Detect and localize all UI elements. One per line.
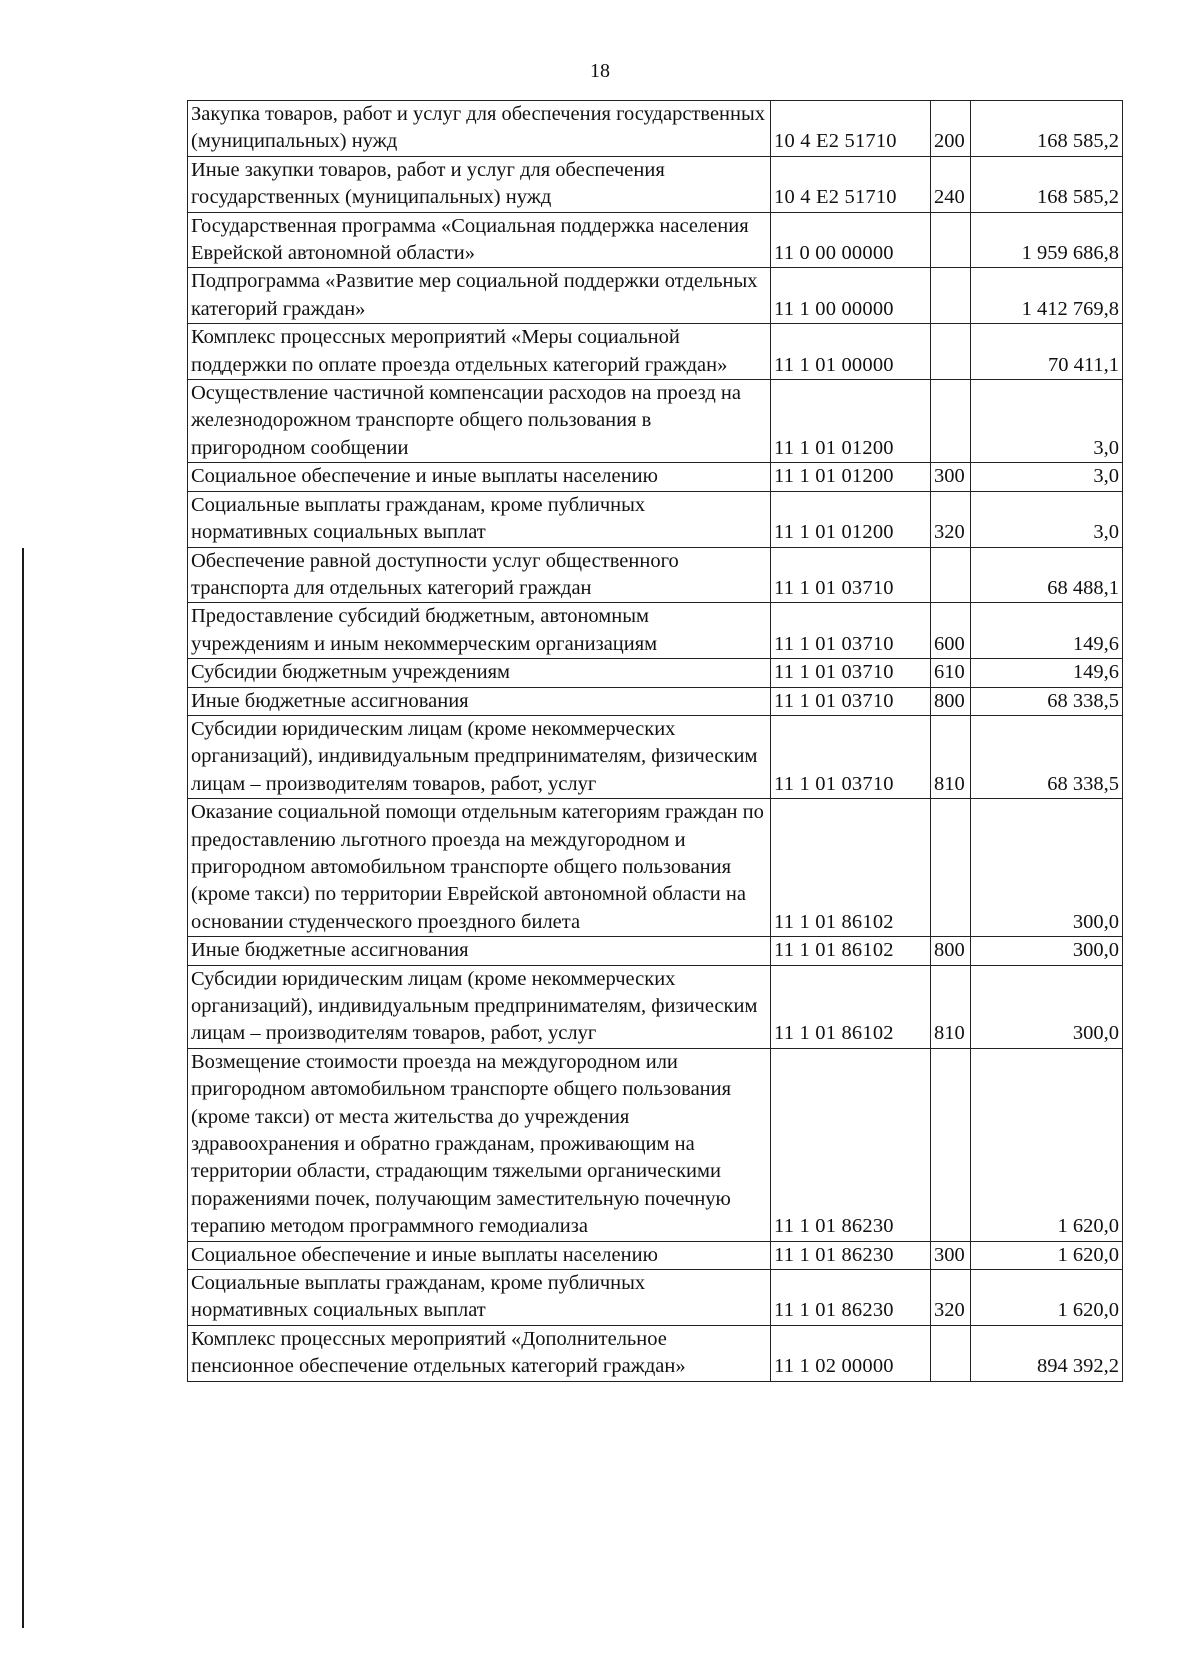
row-expense-type: 800 <box>931 937 971 965</box>
row-expense-type <box>931 799 971 937</box>
row-target-code: 11 1 01 03710 <box>771 659 931 687</box>
row-amount: 1 959 686,8 <box>971 212 1123 268</box>
row-name: Подпрограмма «Развитие мер социальной поддержки отдельных категорий граждан» <box>188 268 771 324</box>
table-row <box>188 715 1123 798</box>
row-amount: 1 412 769,8 <box>971 268 1123 324</box>
table-row <box>188 687 1123 715</box>
row-expense-type <box>931 268 971 324</box>
row-expense-type: 810 <box>931 715 971 798</box>
row-target-code: 11 0 00 00000 <box>771 212 931 268</box>
row-name: Иные бюджетные ассигнования <box>188 687 771 715</box>
row-amount: 68 338,5 <box>971 687 1123 715</box>
row-target-code: 11 1 01 01200 <box>771 463 931 491</box>
row-name: Возмещение стоимости проезда на междугородном или пригородном автомобильном транспорте общего пользования (кроме такси) от места жительства до учреждения здравоохранения и обратно гражданам, проживающим на территории области, страдающим тяжелыми органическими поражениями почек, получающим заместительную почечную терапию методом программного гемодиализа <box>188 1048 771 1241</box>
row-expense-type <box>931 324 971 380</box>
table-row <box>188 547 1123 603</box>
row-target-code: 11 1 01 86230 <box>771 1241 931 1269</box>
margin-rule <box>22 548 24 1628</box>
table-row <box>188 799 1123 937</box>
row-amount: 149,6 <box>971 659 1123 687</box>
row-name: Оказание социальной помощи отдельным категориям граждан по предоставлению льготного проезда на междугородном и пригородном автомобильном транспорте общего пользования (кроме такси) по территории Еврейской автономной области на основании студенческого проездного билета <box>188 799 771 937</box>
row-amount: 149,6 <box>971 603 1123 659</box>
table-row <box>188 463 1123 491</box>
row-expense-type <box>931 1325 971 1381</box>
budget-table <box>187 100 1123 1382</box>
row-target-code: 11 1 01 01200 <box>771 491 931 547</box>
table-row <box>188 268 1123 324</box>
row-amount: 1 620,0 <box>971 1241 1123 1269</box>
row-amount: 300,0 <box>971 965 1123 1048</box>
row-amount: 3,0 <box>971 380 1123 463</box>
row-target-code: 11 1 01 03710 <box>771 603 931 659</box>
table-row <box>188 603 1123 659</box>
row-expense-type: 300 <box>931 1241 971 1269</box>
table-row <box>188 491 1123 547</box>
row-expense-type: 320 <box>931 491 971 547</box>
row-expense-type <box>931 547 971 603</box>
table-row <box>188 659 1123 687</box>
row-expense-type: 800 <box>931 687 971 715</box>
table-row <box>188 965 1123 1048</box>
row-target-code: 11 1 02 00000 <box>771 1325 931 1381</box>
row-target-code: 11 1 01 00000 <box>771 324 931 380</box>
row-amount: 3,0 <box>971 491 1123 547</box>
table-row <box>188 380 1123 463</box>
row-target-code: 11 1 01 03710 <box>771 715 931 798</box>
table-row <box>188 1325 1123 1381</box>
row-target-code: 11 1 01 03710 <box>771 687 931 715</box>
row-target-code: 10 4 E2 51710 <box>771 101 931 157</box>
row-expense-type <box>931 380 971 463</box>
table-row <box>188 101 1123 157</box>
row-expense-type <box>931 1048 971 1241</box>
row-target-code: 11 1 01 86230 <box>771 1270 931 1326</box>
budget-table-body <box>188 101 1123 1382</box>
row-target-code: 11 1 01 86230 <box>771 1048 931 1241</box>
row-amount: 168 585,2 <box>971 156 1123 212</box>
row-name: Комплекс процессных мероприятий «Дополнительное пенсионное обеспечение отдельных категорий граждан» <box>188 1325 771 1381</box>
row-name: Осуществление частичной компенсации расходов на проезд на железнодорожном транспорте общего пользования в пригородном сообщении <box>188 380 771 463</box>
table-row <box>188 1048 1123 1241</box>
row-expense-type: 810 <box>931 965 971 1048</box>
row-name: Социальные выплаты гражданам, кроме публичных нормативных социальных выплат <box>188 491 771 547</box>
row-name: Социальное обеспечение и иные выплаты населению <box>188 1241 771 1269</box>
row-name: Предоставление субсидий бюджетным, автономным учреждениям и иным некоммерческим организациям <box>188 603 771 659</box>
row-amount: 70 411,1 <box>971 324 1123 380</box>
row-name: Иные бюджетные ассигнования <box>188 937 771 965</box>
row-amount: 68 338,5 <box>971 715 1123 798</box>
row-name: Обеспечение равной доступности услуг общественного транспорта для отдельных категорий граждан <box>188 547 771 603</box>
row-target-code: 11 1 01 86102 <box>771 799 931 937</box>
row-target-code: 11 1 01 86102 <box>771 965 931 1048</box>
row-amount: 1 620,0 <box>971 1048 1123 1241</box>
row-name: Социальные выплаты гражданам, кроме публичных нормативных социальных выплат <box>188 1270 771 1326</box>
table-row <box>188 1241 1123 1269</box>
table-row <box>188 324 1123 380</box>
row-amount: 1 620,0 <box>971 1270 1123 1326</box>
row-name: Социальное обеспечение и иные выплаты населению <box>188 463 771 491</box>
row-target-code: 11 1 01 03710 <box>771 547 931 603</box>
row-amount: 3,0 <box>971 463 1123 491</box>
row-expense-type: 600 <box>931 603 971 659</box>
row-expense-type: 320 <box>931 1270 971 1326</box>
row-target-code: 10 4 E2 51710 <box>771 156 931 212</box>
row-target-code: 11 1 01 01200 <box>771 380 931 463</box>
row-name: Субсидии бюджетным учреждениям <box>188 659 771 687</box>
row-name: Субсидии юридическим лицам (кроме некоммерческих организаций), индивидуальным предпринимателям, физическим лицам – производителям товаров, работ, услуг <box>188 715 771 798</box>
row-expense-type: 300 <box>931 463 971 491</box>
row-amount: 300,0 <box>971 937 1123 965</box>
row-expense-type: 610 <box>931 659 971 687</box>
table-row <box>188 937 1123 965</box>
row-amount: 894 392,2 <box>971 1325 1123 1381</box>
row-amount: 168 585,2 <box>971 101 1123 157</box>
row-expense-type: 200 <box>931 101 971 157</box>
row-expense-type: 240 <box>931 156 971 212</box>
row-name: Закупка товаров, работ и услуг для обеспечения государственных (муниципальных) нужд <box>188 101 771 157</box>
row-amount: 300,0 <box>971 799 1123 937</box>
row-target-code: 11 1 01 86102 <box>771 937 931 965</box>
table-row <box>188 1270 1123 1326</box>
row-name: Государственная программа «Социальная поддержка населения Еврейской автономной области» <box>188 212 771 268</box>
table-row <box>188 212 1123 268</box>
row-target-code: 11 1 00 00000 <box>771 268 931 324</box>
row-name: Субсидии юридическим лицам (кроме некоммерческих организаций), индивидуальным предпринимателям, физическим лицам – производителям товаров, работ, услуг <box>188 965 771 1048</box>
row-name: Комплекс процессных мероприятий «Меры социальной поддержки по оплате проезда отдельных категорий граждан» <box>188 324 771 380</box>
table-row <box>188 156 1123 212</box>
row-name: Иные закупки товаров, работ и услуг для обеспечения государственных (муниципальных) нужд <box>188 156 771 212</box>
page-number: 18 <box>590 60 610 82</box>
row-amount: 68 488,1 <box>971 547 1123 603</box>
row-expense-type <box>931 212 971 268</box>
